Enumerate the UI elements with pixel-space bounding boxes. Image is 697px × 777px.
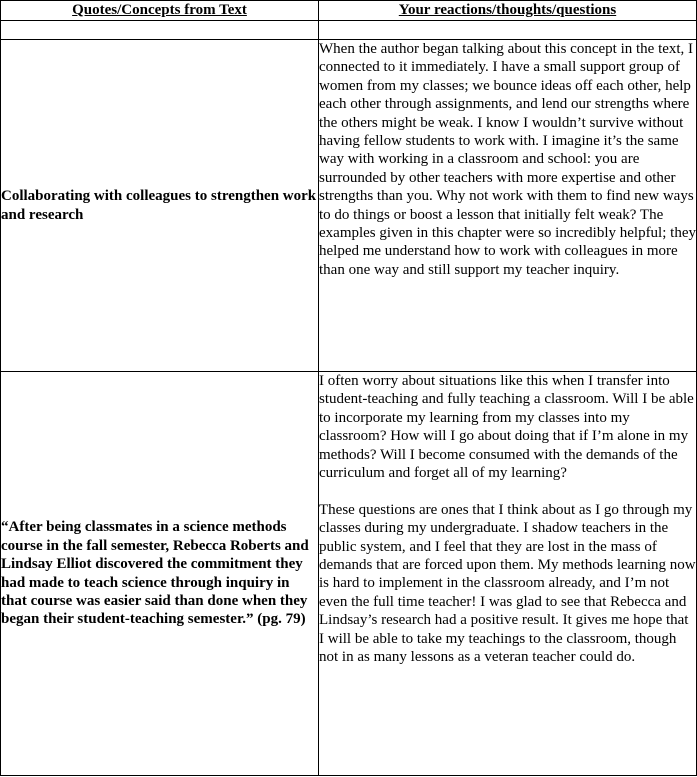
concept-text: Collaborating with colleagues to strengthen work and research [1, 188, 317, 223]
empty-cell-left [1, 21, 319, 40]
concept-cell [1, 40, 319, 372]
concept-cell [1, 372, 319, 776]
empty-cell-right [319, 21, 697, 40]
header-quotes-concepts: Quotes/Concepts from Text [1, 1, 319, 21]
paragraph-gap [319, 482, 696, 500]
table-row [1, 372, 697, 776]
reaction-paragraph: When the author began talking about this concept in the text, I connected to it immediately. I have a small support group of women from my classes; we bounce ideas off each other, help each other through assignments, and lend our strengths where the others might be weak. I know I wouldn’t survive without having fellow students to work with. I imagine it’s the same way with working in a classroom and school: you are surrounded by other teachers with more expertise and other strengths than you. Why not work with them to find new ways to do things or boost a lesson that initially felt weak? The examples given in this chapter were so incredibly helpful; they helped me understand how to work with colleagues in more than one way and still support my teacher inquiry. [319, 41, 696, 278]
table-row [1, 40, 697, 372]
reaction-paragraph: These questions are ones that I think about as I go through my classes during my undergraduate. I shadow teachers in the public system, and I feel that they are lost in the mass of demands that are forced upon them. My methods learning now is hard to implement in the classroom already, and I’m not even the full time teacher! I was glad to see that Rebecca and Lindsay’s research had a positive result. It gives me hope that I will be able to take my teachings to the classroom, though not in as many lessons as a veteran teacher could do. [319, 501, 696, 666]
reaction-cell [319, 372, 697, 776]
reaction-cell [319, 40, 697, 372]
reaction-paragraph: I often worry about situations like this when I transfer into student-teaching and fully teaching a classroom. Will I be able to incorporate my learning from my classes into my classroom? How will I go about doing that if I’m alone in my methods? Will I become consumed with the demands of the curriculum and forget all of my learning? [319, 373, 694, 482]
table-header-row [1, 1, 697, 21]
empty-row [1, 21, 697, 40]
header-reactions: Your reactions/thoughts/questions [319, 1, 697, 21]
quote-text: “After being classmates in a science methods course in the fall semester, Rebecca Roberts and Lindsay Elliot discovered the commitment they had made to teach science through inquiry in that course was easier said than done when they began their student-teaching semester.” (pg. 79) [1, 519, 309, 628]
